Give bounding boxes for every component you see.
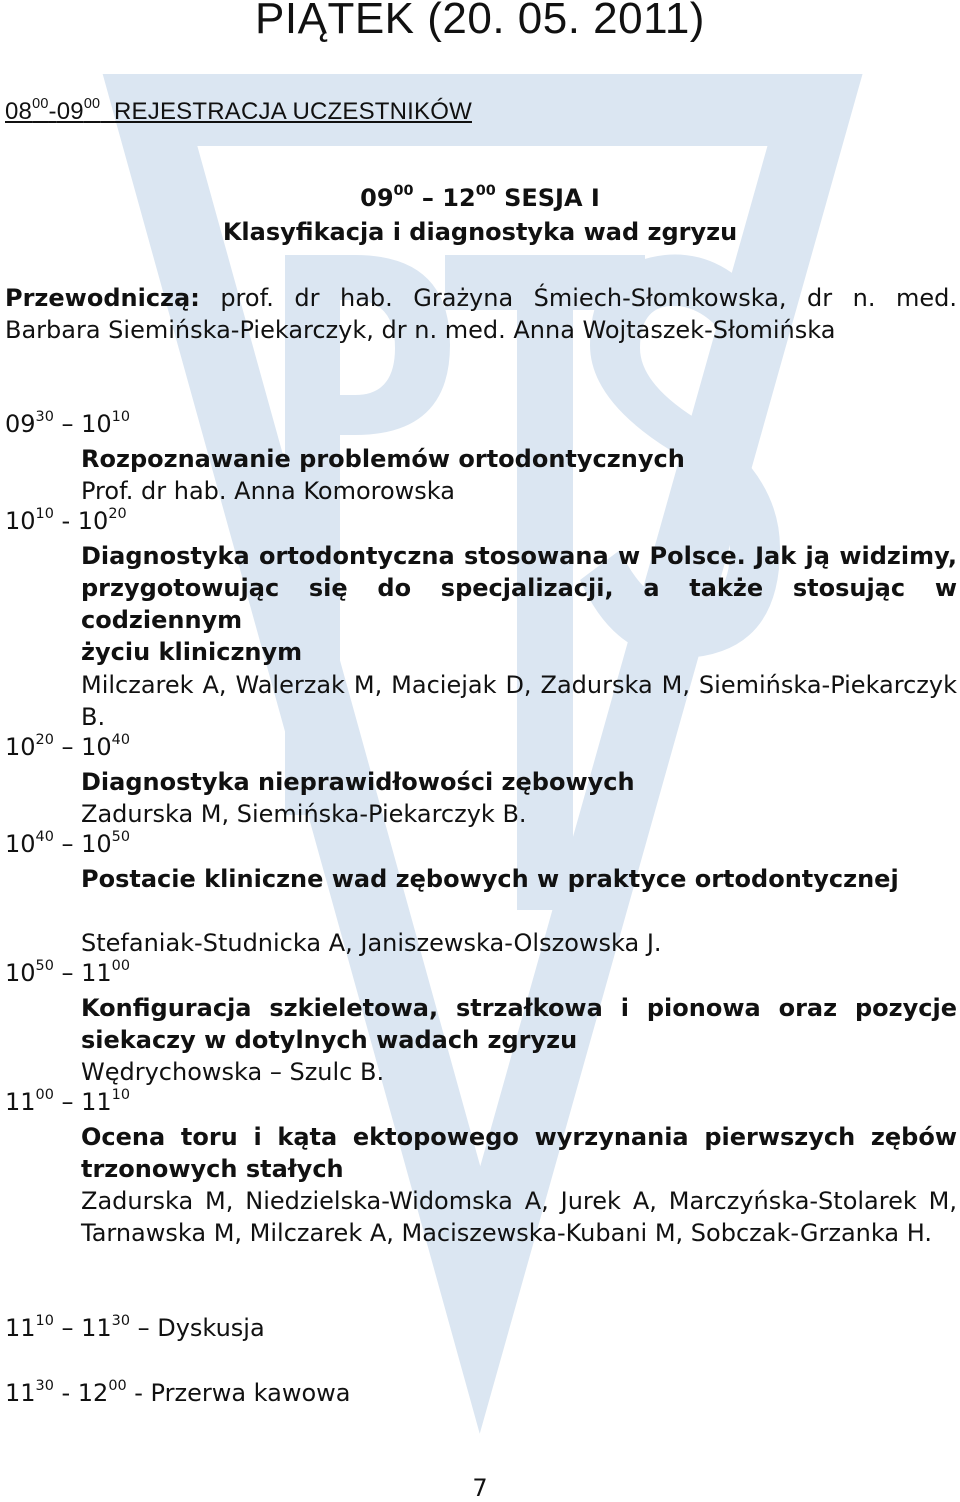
talk-authors: Milczarek A, Walerzak M, Maciejak D, Zadurska M, Siemińska-Piekarczyk B. bbox=[81, 671, 957, 731]
talk-title: Diagnostyka ortodontyczna stosowana w Polsce. Jak ją widzimy, przygotowując się do specjalizacji, a także stosując w codziennym bbox=[81, 542, 957, 634]
talk-authors: Zadurska M, Niedzielska-Widomska A, Jurek A, Marczyńska-Stolarek M, Tarnawska M, Milczarek A, Maciszewska-Kubani M, Sobczak-Grzanka H. bbox=[81, 1187, 957, 1247]
chairs-label: Przewodniczą: bbox=[5, 284, 200, 312]
talk-authors: Zadurska M, Siemińska-Piekarczyk B. bbox=[81, 800, 527, 828]
registration-row: $08^{00}-09^{00}$ REJESTRACJA UCZESTNIKÓW bbox=[5, 95, 472, 125]
talk-authors: Prof. dr hab. Anna Komorowska bbox=[81, 477, 455, 505]
coffee-break-label: - Przerwa kawowa bbox=[126, 1379, 351, 1407]
coffee-break-row: $11^{30} - 12^{00}$ - Przerwa kawowa bbox=[5, 1377, 351, 1407]
talk-time: $09^{30} - 10^{10}$ bbox=[5, 408, 130, 438]
registration-label: REJESTRACJA UCZESTNIKÓW bbox=[114, 98, 472, 125]
talk-title: Ocena toru i kąta ektopowego wyrzynania pierwszych zębów trzonowych stałych bbox=[81, 1123, 957, 1183]
talk-authors: Stefaniak-Studnicka A, Janiszewska-Olszowska J. bbox=[81, 929, 662, 957]
talk-time: $10^{40} - 10^{50}$ bbox=[5, 828, 130, 858]
session-name: SESJA I bbox=[504, 184, 600, 212]
talk-title-continued: życiu klinicznym bbox=[81, 638, 303, 666]
day-title: PIĄTEK (20. 05. 2011) bbox=[255, 0, 705, 43]
talk-time: $11^{00} - 11^{10}$ bbox=[5, 1086, 130, 1116]
session-chairs bbox=[5, 282, 957, 346]
talk-title: Konfiguracja szkieletowa, strzałkowa i pionowa oraz pozycje siekaczy w dotylnych wadach zgryzu bbox=[81, 994, 957, 1054]
talk-time: $10^{10} - 10^{20}$ bbox=[5, 505, 127, 535]
session-title: Klasyfikacja i diagnostyka wad zgryzu bbox=[222, 218, 738, 246]
discussion-label: – Dyskusja bbox=[129, 1314, 265, 1342]
chairs-names: prof. dr hab. Grażyna Śmiech-Słomkowska, dr n. med. Barbara Siemińska-Piekarczyk, dr n. med. Anna Wojtaszek-Słomińska bbox=[5, 284, 957, 344]
talk-authors: Wędrychowska – Szulc B. bbox=[81, 1058, 385, 1086]
talk-title: Diagnostyka nieprawidłowości zębowych bbox=[81, 768, 635, 796]
talk-time: $10^{50} - 11^{00}$ bbox=[5, 957, 130, 987]
talk-time: $10^{20} - 10^{40}$ bbox=[5, 731, 130, 761]
talk-title: Postacie kliniczne wad zębowych w praktyce ortodontycznej bbox=[81, 865, 899, 893]
discussion-row: $11^{10} - 11^{30}$ – Dyskusja bbox=[5, 1312, 265, 1342]
page-number: 7 bbox=[472, 1474, 488, 1502]
session-time: $09^{00} - 12^{00}$ SESJA I bbox=[360, 182, 600, 212]
talk-title: Rozpoznawanie problemów ortodontycznych bbox=[81, 445, 685, 473]
